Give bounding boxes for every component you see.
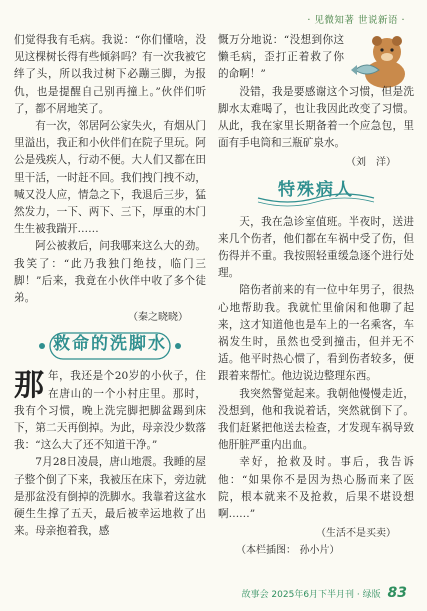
- illustration-credit: （本栏插图： 孙小片）: [236, 545, 340, 557]
- story-title: 特殊病人: [278, 179, 354, 200]
- paragraph: 陪伤者前来的有一位中年男子，很热心地帮助我。我就忙里偷闲和他聊了起来，这才知道他也是车上的一名乘客，车祸发生时，虽然也受到撞击，但并无不适。他平时热心惯了，看到伤者较多，便跟着来帮忙。他边说边整理东西。: [218, 284, 414, 383]
- section-header: · 见微知著 世说新语 ·: [307, 15, 405, 26]
- drop-cap: 那: [14, 368, 44, 404]
- paragraph: 没错，我是要感谢这个习惯，但是洗脚水太难喝了，也让我因此改变了习惯。从此，我在家里长期备着一个应急包，里面有手电筒和三瓶矿泉水。: [218, 85, 414, 150]
- paragraph: 幸好，抢救及时。事后，我告诉他：“如果你不是因为热心肠而来了医院，根本就来不及抢救，后果不堪设想啊……”: [218, 456, 414, 521]
- byline: （刘 洋）: [346, 157, 396, 169]
- byline: （秦之晓晓）: [128, 312, 188, 324]
- paragraph: 有一次，邻居阿公家失火，有烟从门里溢出，我正和小伙伴们在院子里玩。阿公是残疾人，行动不便。大人们又都在田里干活，一时赶不回。我们拽门拽不动，喊又没人应，情急之下，我退后三步，猛然发力，一下、两下、三下，厚重的木门生生被我踹开……: [14, 120, 206, 236]
- story-title-box: [14, 330, 206, 362]
- paragraph: 我突然警觉起来。我朝他慢慢走近，没想到，他和我说着话，突然就倒下了。我们赶紧把他送去检查，才发现车祸导致他肝脏严重内出血。: [218, 387, 414, 452]
- page-number: 83: [387, 585, 407, 601]
- story-title-box: [218, 176, 414, 208]
- paragraph: 们觉得我有毛病。我说：“你们懂啥，没见这棵树长得有些倾斜吗？有一次我被它绊了头，所以我过树下必蹦三脚，为报仇，也是提醒自己别再撞上。”伙伴们听了，都不屑地笑了。: [14, 34, 206, 115]
- right-column: [218, 32, 414, 560]
- left-column: [14, 32, 206, 540]
- story-title: 救命的洗脚水: [53, 334, 167, 355]
- paragraph: 那年，我还是个20岁的小伙子，住在唐山的一个小村庄里。那时，我有个习惯，晚上洗完脚把脚盆踢到床下，第二天再倒掉。为此，母亲没少数落我：“这么大了还不知道干净。”: [14, 368, 206, 452]
- wrapped-text: [218, 32, 344, 84]
- magazine-info: 故事会 2025年6月下半月刊 · 绿版: [241, 590, 381, 600]
- paragraph: 阿公被救后，问我哪来这么大的劲。我笑了：“此乃我独门绝技，临门三脚！”后来，我竟在小伙伴中收了多个徒弟。: [14, 240, 206, 305]
- page-footer: [242, 585, 407, 601]
- byline: （生活不是买卖）: [316, 528, 396, 540]
- paragraph: 7月28日凌晨，唐山地震。我睡的屋子整个倒了下来，我被压在床下，旁边就是那盆没有倒掉的洗脚水。我靠着这盆水硬生生撑了五天，最后被幸运地救了出来。母亲抱着我，感: [14, 456, 206, 538]
- paragraph: 天，我在急诊室值班。半夜时，送进来几个伤者，他们都在车祸中受了伤，但伤得并不重。我按照轻重缓急逐个进行处理。: [218, 215, 414, 280]
- paragraph: 慨万分地说：“没想到你这懒毛病，歪打正着救了你的命啊！”: [218, 34, 344, 81]
